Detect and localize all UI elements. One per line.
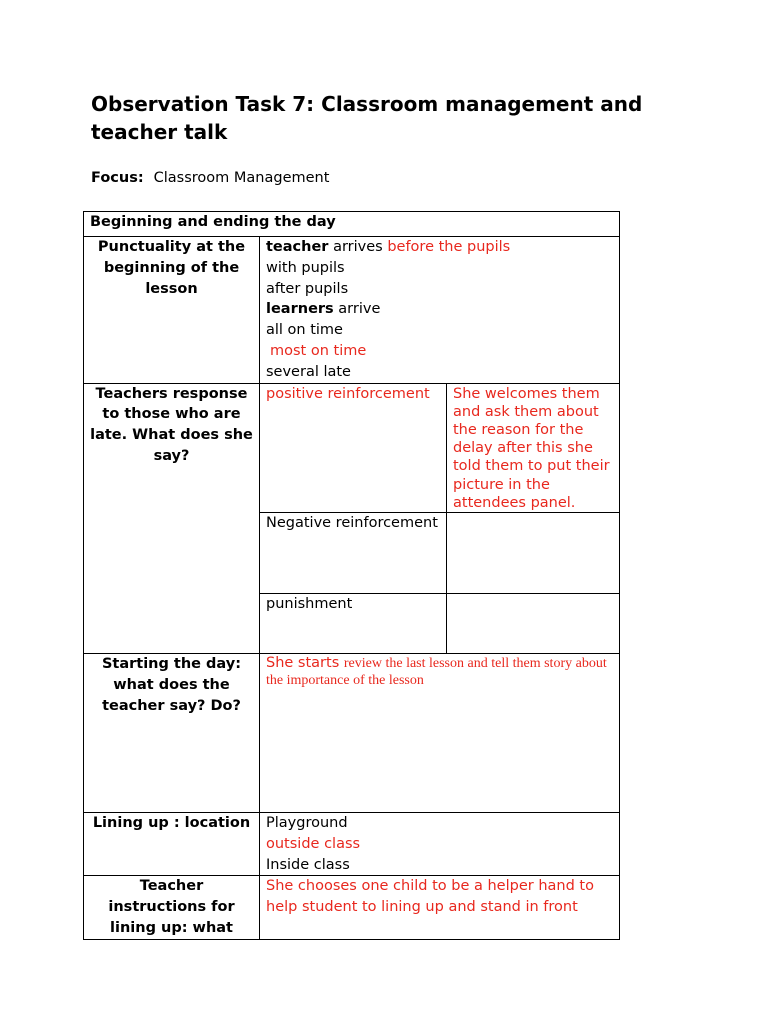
inside-class-option: Inside class — [266, 856, 350, 873]
arrive-word: arrive — [338, 301, 381, 318]
arrives-word: arrives — [333, 239, 383, 255]
teacher-arrives-line — [266, 237, 613, 258]
starting-day-note — [260, 654, 620, 813]
focus-line — [91, 168, 329, 188]
section-heading: Beginning and ending the day — [84, 212, 620, 237]
negative-reinforcement-note — [447, 513, 620, 594]
lining-instructions-label: Teacher instructions for lining up: what — [84, 876, 260, 939]
most-on-time-option: most on time — [270, 342, 367, 359]
focus-label: Focus: — [91, 170, 144, 186]
lining-location-label: Lining up : location — [84, 813, 260, 876]
page-title: Observation Task 7: Classroom management and teacher talk — [91, 92, 643, 144]
teacher-word: teacher — [266, 239, 329, 255]
positive-reinforcement-note: She welcomes them and ask them about the reason for the delay after this she told them to put their picture in the attendees panel. — [447, 383, 620, 512]
punishment-note — [447, 594, 620, 654]
after-pupils-option: after pupils — [266, 280, 349, 297]
starting-day-note-rest: review the last lesson and tell them story about the importance of the lesson — [266, 656, 607, 688]
focus-value: Classroom Management — [153, 170, 330, 186]
outside-class-option: outside class — [266, 835, 361, 852]
lining-instructions-note: She chooses one child to be a helper hand to help student to lining up and stand in front — [260, 876, 620, 939]
learners-word: learners — [266, 301, 334, 318]
punctuality-label: Punctuality at the beginning of the lesson — [84, 237, 260, 384]
punctuality-options — [260, 237, 620, 384]
late-response-label: Teachers response to those who are late. What does she say? — [84, 383, 260, 653]
several-late-option: several late — [266, 363, 351, 380]
starting-day-label: Starting the day: what does the teacher say? Do? — [84, 654, 260, 813]
punishment: punishment — [260, 594, 447, 654]
lining-location-options — [260, 813, 620, 876]
negative-reinforcement: Negative reinforcement — [260, 513, 447, 594]
positive-reinforcement: positive reinforcement — [260, 383, 447, 512]
playground-option: Playground — [266, 815, 348, 831]
learners-arrive-line — [266, 299, 613, 320]
with-pupils-option: with pupils — [266, 259, 345, 276]
before-pupils-option: before the pupils — [387, 239, 511, 255]
all-on-time-option: all on time — [266, 322, 343, 339]
starting-day-note-prefix: She starts — [266, 655, 340, 671]
observation-table — [83, 211, 620, 940]
